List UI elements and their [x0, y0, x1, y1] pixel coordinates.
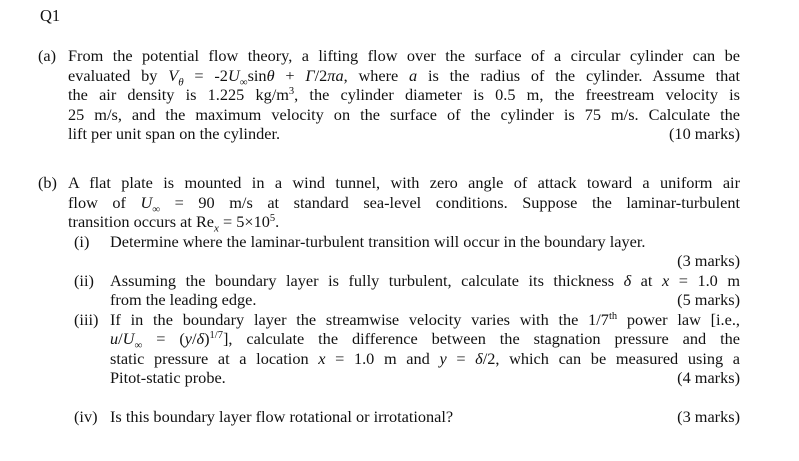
- part-b-line-1: A flat plate is mounted in a wind tunnel, with zero angle of attack toward a uniform air: [68, 173, 740, 192]
- subpart-iv-line-1: Is this boundary layer flow rotational or irrotational?: [110, 407, 454, 426]
- part-a-label: (a): [38, 46, 57, 65]
- subpart-i-marks: (3 marks): [677, 251, 740, 270]
- subpart-iii-line-3: static pressure at a location x = 1.0 m and y = δ/2, which can be measured using a: [110, 348, 741, 368]
- subpart-iii-line-1: If in the boundary layer the streamwise velocity varies with the 1/7th power law [i.e.,: [110, 309, 740, 329]
- part-a-line-2: evaluated by $V_\theta = -2U_\infty\sin\theta + \Gamma/2\pi a$, where a is the radius of the cylinder. Assume that: [68, 65, 741, 88]
- part-b-line-2: flow of $U_\infty = 90$ m/s at standard sea-level conditions. Suppose the laminar-turbulent: [68, 192, 740, 215]
- part-a-line-5: lift per unit span on the cylinder.: [68, 124, 281, 143]
- subpart-ii-marks: (5 marks): [677, 290, 740, 309]
- part-a-line-3: the air density is 1.225 $kg/m^3$, the cylinder diameter is 0.5 m, the freestream velocity is: [68, 85, 740, 104]
- part-b-label: (b): [38, 173, 57, 192]
- subpart-iii-line-4: Pitot-static probe.: [110, 368, 226, 387]
- question-title: Q1: [40, 6, 61, 25]
- subpart-iii-marks: (4 marks): [677, 368, 740, 387]
- subpart-i-label: (i): [74, 231, 90, 251]
- subpart-i-line-1: Determine where the laminar-turbulent transition will occur in the boundary layer.: [110, 231, 646, 251]
- part-a-line-1: From the potential flow theory, a lifting flow over the surface of a circular cylinder can be: [68, 46, 740, 65]
- subpart-iii-label: (iii): [74, 309, 99, 329]
- subpart-iii-line-2: $u/U_\infty = (y/\delta)^{1/7}$], calculate the difference between the stagnation pressure and the: [110, 329, 740, 352]
- subpart-ii-label: (ii): [74, 270, 94, 290]
- subpart-iv-label: (iv): [74, 407, 98, 426]
- subpart-iv-marks: (3 marks): [677, 407, 740, 426]
- subpart-ii-line-2: from the leading edge.: [110, 290, 257, 309]
- part-a-marks: (10 marks): [669, 124, 740, 143]
- part-b-line-3: transition occurs at $Re_x = 5\times 10^5$.: [68, 212, 280, 235]
- subpart-ii-line-1: Assuming the boundary layer is fully turbulent, calculate its thickness δ at x = 1.0 m: [110, 270, 740, 290]
- part-a-line-4: 25 m/s, and the maximum velocity on the surface of the cylinder is 75 m/s. Calculate the: [68, 104, 740, 124]
